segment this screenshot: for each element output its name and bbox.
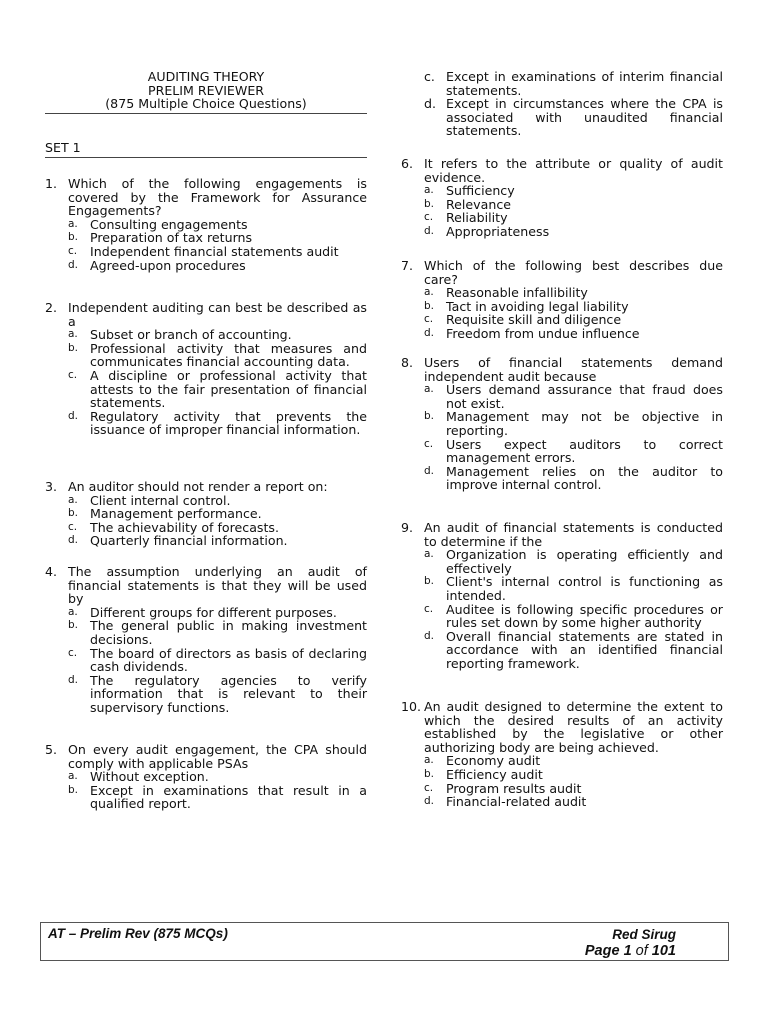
question-item bbox=[401, 259, 723, 341]
question-text: The assumption underlying an audit of financial statements is that they will be used by bbox=[68, 564, 367, 607]
answer-option bbox=[424, 198, 723, 212]
option-letter: a. bbox=[424, 286, 434, 299]
question-text: An audit of financial statements is conducted to determine if the bbox=[424, 520, 723, 549]
question-number: 1. bbox=[45, 176, 58, 191]
option-text: Requisite skill and diligence bbox=[446, 312, 622, 328]
option-text: Appropriateness bbox=[446, 223, 550, 239]
option-letter: d. bbox=[68, 409, 79, 422]
answer-option bbox=[68, 770, 367, 784]
option-letter: c. bbox=[424, 313, 434, 326]
footer-right bbox=[585, 927, 676, 959]
answer-option bbox=[68, 534, 367, 548]
option-text: Efficiency audit bbox=[446, 766, 543, 782]
question-text: Independent auditing can best be described as a bbox=[68, 300, 367, 329]
answer-option bbox=[424, 184, 723, 198]
option-text: A discipline or professional activity that attests to the fair presentation of financial statements. bbox=[90, 367, 367, 411]
option-text: Reasonable infallibility bbox=[446, 285, 588, 301]
question-item bbox=[401, 356, 723, 492]
question-number: 4. bbox=[45, 564, 58, 579]
question-number: 9. bbox=[401, 520, 414, 535]
question-item bbox=[401, 70, 723, 138]
question-item bbox=[45, 565, 367, 715]
answer-option bbox=[424, 410, 723, 437]
page-word: Page bbox=[584, 943, 620, 959]
option-text: Management performance. bbox=[90, 506, 262, 522]
option-text: Professional activity that measures and communicates financial accounting data. bbox=[90, 340, 367, 370]
footer-author: Red Sirug bbox=[612, 927, 676, 942]
option-text: The board of directors as basis of declaring cash dividends. bbox=[90, 645, 367, 675]
page-number bbox=[585, 943, 676, 959]
option-letter: c. bbox=[424, 781, 434, 794]
answer-option bbox=[68, 342, 367, 369]
answer-option bbox=[68, 521, 367, 535]
option-text: Independent financial statements audit bbox=[90, 243, 339, 259]
answer-option bbox=[424, 768, 723, 782]
page-footer bbox=[40, 922, 729, 961]
option-text: Economy audit bbox=[446, 753, 541, 769]
answer-option bbox=[424, 286, 723, 300]
answer-option bbox=[68, 507, 367, 521]
option-letter: b. bbox=[424, 197, 435, 210]
option-letter: b. bbox=[424, 767, 435, 780]
answer-options bbox=[424, 286, 723, 340]
option-letter: d. bbox=[424, 464, 435, 477]
answer-option bbox=[68, 606, 367, 620]
option-letter: d. bbox=[68, 258, 79, 271]
answer-option bbox=[424, 211, 723, 225]
answer-option bbox=[68, 784, 367, 811]
answer-option bbox=[424, 313, 723, 327]
answer-option bbox=[68, 369, 367, 410]
question-number: 7. bbox=[401, 258, 414, 273]
option-text: Client's internal control is functioning as intended. bbox=[446, 574, 723, 603]
header-question-count: (875 Multiple Choice Questions) bbox=[105, 96, 307, 111]
answer-option bbox=[424, 603, 723, 630]
answer-option bbox=[424, 465, 723, 492]
option-letter: b. bbox=[424, 575, 435, 588]
option-text: Tact in avoiding legal liability bbox=[446, 298, 629, 314]
answer-options bbox=[424, 754, 723, 808]
answer-option bbox=[68, 328, 367, 342]
option-letter: a. bbox=[68, 605, 78, 618]
question-item bbox=[45, 743, 367, 811]
answer-options bbox=[424, 548, 723, 670]
option-text: Subset or branch of accounting. bbox=[90, 327, 292, 343]
set-divider bbox=[45, 157, 367, 158]
answer-option bbox=[68, 218, 367, 232]
question-number: 3. bbox=[45, 479, 58, 494]
question-number: 8. bbox=[401, 355, 414, 370]
question-text: Which of the following engagements is covered by the Framework for Assurance Engagements? bbox=[68, 176, 367, 219]
option-text: Client internal control. bbox=[90, 492, 231, 508]
answer-option bbox=[68, 619, 367, 646]
option-letter: c. bbox=[68, 244, 78, 257]
option-letter: a. bbox=[424, 754, 434, 767]
option-text: Reliability bbox=[446, 210, 508, 226]
question-text: An auditor should not render a report on: bbox=[68, 479, 328, 494]
option-text: Consulting engagements bbox=[90, 216, 248, 232]
option-letter: d. bbox=[424, 629, 435, 642]
option-letter: b. bbox=[68, 507, 79, 520]
option-letter: d. bbox=[424, 326, 435, 339]
option-letter: b. bbox=[424, 410, 435, 423]
option-text: Regulatory activity that prevents the issuance of improper financial information. bbox=[90, 408, 367, 438]
document-header bbox=[45, 70, 367, 111]
question-text: Users of financial statements demand independent audit because bbox=[424, 355, 723, 384]
answer-options bbox=[424, 383, 723, 492]
question-number: 5. bbox=[45, 742, 58, 757]
option-text: Program results audit bbox=[446, 780, 582, 796]
option-letter: c. bbox=[68, 646, 78, 659]
question-number: 10. bbox=[401, 699, 422, 714]
option-letter: a. bbox=[68, 217, 78, 230]
option-text: Agreed-upon procedures bbox=[90, 257, 246, 273]
answer-option bbox=[68, 494, 367, 508]
question-item bbox=[401, 700, 723, 809]
answer-option bbox=[424, 327, 723, 341]
question-item bbox=[45, 301, 367, 437]
answer-option bbox=[68, 259, 367, 273]
answer-options bbox=[424, 184, 723, 238]
option-text: Except in examinations that result in a qualified report. bbox=[90, 782, 367, 812]
answer-option bbox=[424, 782, 723, 796]
option-letter: b. bbox=[68, 619, 79, 632]
option-text: Users expect auditors to correct management errors. bbox=[446, 436, 723, 466]
answer-option bbox=[424, 438, 723, 465]
answer-option bbox=[68, 410, 367, 437]
set-label: SET 1 bbox=[45, 140, 81, 155]
option-letter: b. bbox=[68, 341, 79, 354]
answer-options bbox=[68, 606, 367, 715]
question-text: It refers to the attribute or quality of audit evidence. bbox=[424, 156, 723, 185]
option-text: Different groups for different purposes. bbox=[90, 604, 337, 620]
option-text: The general public in making investment decisions. bbox=[90, 618, 367, 647]
question-item bbox=[401, 157, 723, 239]
option-text: The regulatory agencies to verify information that is relevant to their supervisory functions. bbox=[90, 672, 367, 715]
answer-options bbox=[68, 494, 367, 548]
option-text: Overall financial statements are stated in accordance with an identified financial reporting framework. bbox=[446, 628, 723, 671]
option-letter: c. bbox=[424, 602, 434, 615]
option-text: Management may not be objective in reporting. bbox=[446, 409, 723, 438]
option-text: Financial-related audit bbox=[446, 794, 587, 810]
option-letter: a. bbox=[68, 328, 78, 341]
answer-option bbox=[424, 70, 723, 97]
option-letter: a. bbox=[68, 493, 78, 506]
option-letter: c. bbox=[68, 520, 78, 533]
option-text: Sufficiency bbox=[446, 183, 515, 199]
header-subtitle: PRELIM REVIEWER bbox=[147, 82, 265, 98]
option-letter: a. bbox=[424, 548, 434, 561]
question-item bbox=[401, 521, 723, 671]
option-letter: c. bbox=[424, 437, 434, 450]
option-letter: a. bbox=[424, 383, 434, 396]
option-letter: d. bbox=[424, 96, 436, 112]
option-letter: c. bbox=[424, 69, 435, 84]
option-letter: d. bbox=[424, 224, 435, 237]
footer-doc-title: AT – Prelim Rev (875 MCQs) bbox=[48, 926, 228, 941]
page-total: 101 bbox=[651, 943, 676, 959]
option-letter: b. bbox=[68, 783, 79, 796]
answer-option bbox=[424, 754, 723, 768]
answer-option bbox=[424, 575, 723, 602]
option-letter: c. bbox=[424, 211, 434, 224]
option-text: Relevance bbox=[446, 196, 512, 212]
answer-option bbox=[424, 630, 723, 671]
option-text: Preparation of tax returns bbox=[90, 230, 253, 246]
option-letter: a. bbox=[424, 184, 434, 197]
option-text: Except in circumstances where the CPA is associated with unaudited financial statements. bbox=[446, 96, 723, 139]
option-letter: a. bbox=[68, 770, 78, 783]
question-text: An audit designed to determine the extent to which the desired results of an activity established by the legislative or other authorizing body are being achieved. bbox=[424, 699, 723, 755]
option-text: Organization is operating efficiently and effectively bbox=[446, 547, 723, 576]
header-divider bbox=[45, 113, 367, 114]
option-text: Auditee is following specific procedures or rules set down by some higher authority bbox=[446, 601, 723, 631]
option-text: Users demand assurance that fraud does not exist. bbox=[446, 382, 723, 411]
answer-option bbox=[68, 674, 367, 715]
answer-option bbox=[424, 383, 723, 410]
answer-option bbox=[68, 647, 367, 674]
answer-option bbox=[424, 795, 723, 809]
option-text: The achievability of forecasts. bbox=[90, 519, 279, 535]
question-item bbox=[45, 177, 367, 272]
option-text: Management relies on the auditor to improve internal control. bbox=[446, 463, 723, 493]
answer-options bbox=[68, 218, 367, 272]
question-number: 2. bbox=[45, 300, 58, 315]
option-text: Without exception. bbox=[90, 769, 209, 785]
option-letter: d. bbox=[68, 673, 79, 686]
answer-option bbox=[424, 97, 723, 138]
question-number: 6. bbox=[401, 156, 414, 171]
option-letter: c. bbox=[68, 368, 78, 381]
answer-options bbox=[68, 328, 367, 437]
answer-option bbox=[68, 245, 367, 259]
option-text: Quarterly financial information. bbox=[90, 533, 288, 549]
answer-option bbox=[68, 231, 367, 245]
header-title: AUDITING THEORY bbox=[147, 69, 265, 84]
question-text: On every audit engagement, the CPA should comply with applicable PSAs bbox=[68, 742, 367, 771]
question-text: Which of the following best describes due care? bbox=[424, 258, 723, 287]
page-of-word: of bbox=[635, 943, 648, 959]
option-text: Freedom from undue influence bbox=[446, 325, 640, 341]
option-text: Except in examinations of interim financial statements. bbox=[446, 69, 723, 98]
answer-options bbox=[68, 770, 367, 811]
page-current: 1 bbox=[623, 943, 632, 959]
question-item bbox=[45, 480, 367, 548]
answer-option bbox=[424, 300, 723, 314]
answer-option bbox=[424, 548, 723, 575]
option-letter: b. bbox=[424, 299, 435, 312]
answer-options bbox=[424, 70, 723, 138]
option-letter: d. bbox=[68, 534, 79, 547]
option-letter: b. bbox=[68, 231, 79, 244]
answer-option bbox=[424, 225, 723, 239]
option-letter: d. bbox=[424, 795, 435, 808]
